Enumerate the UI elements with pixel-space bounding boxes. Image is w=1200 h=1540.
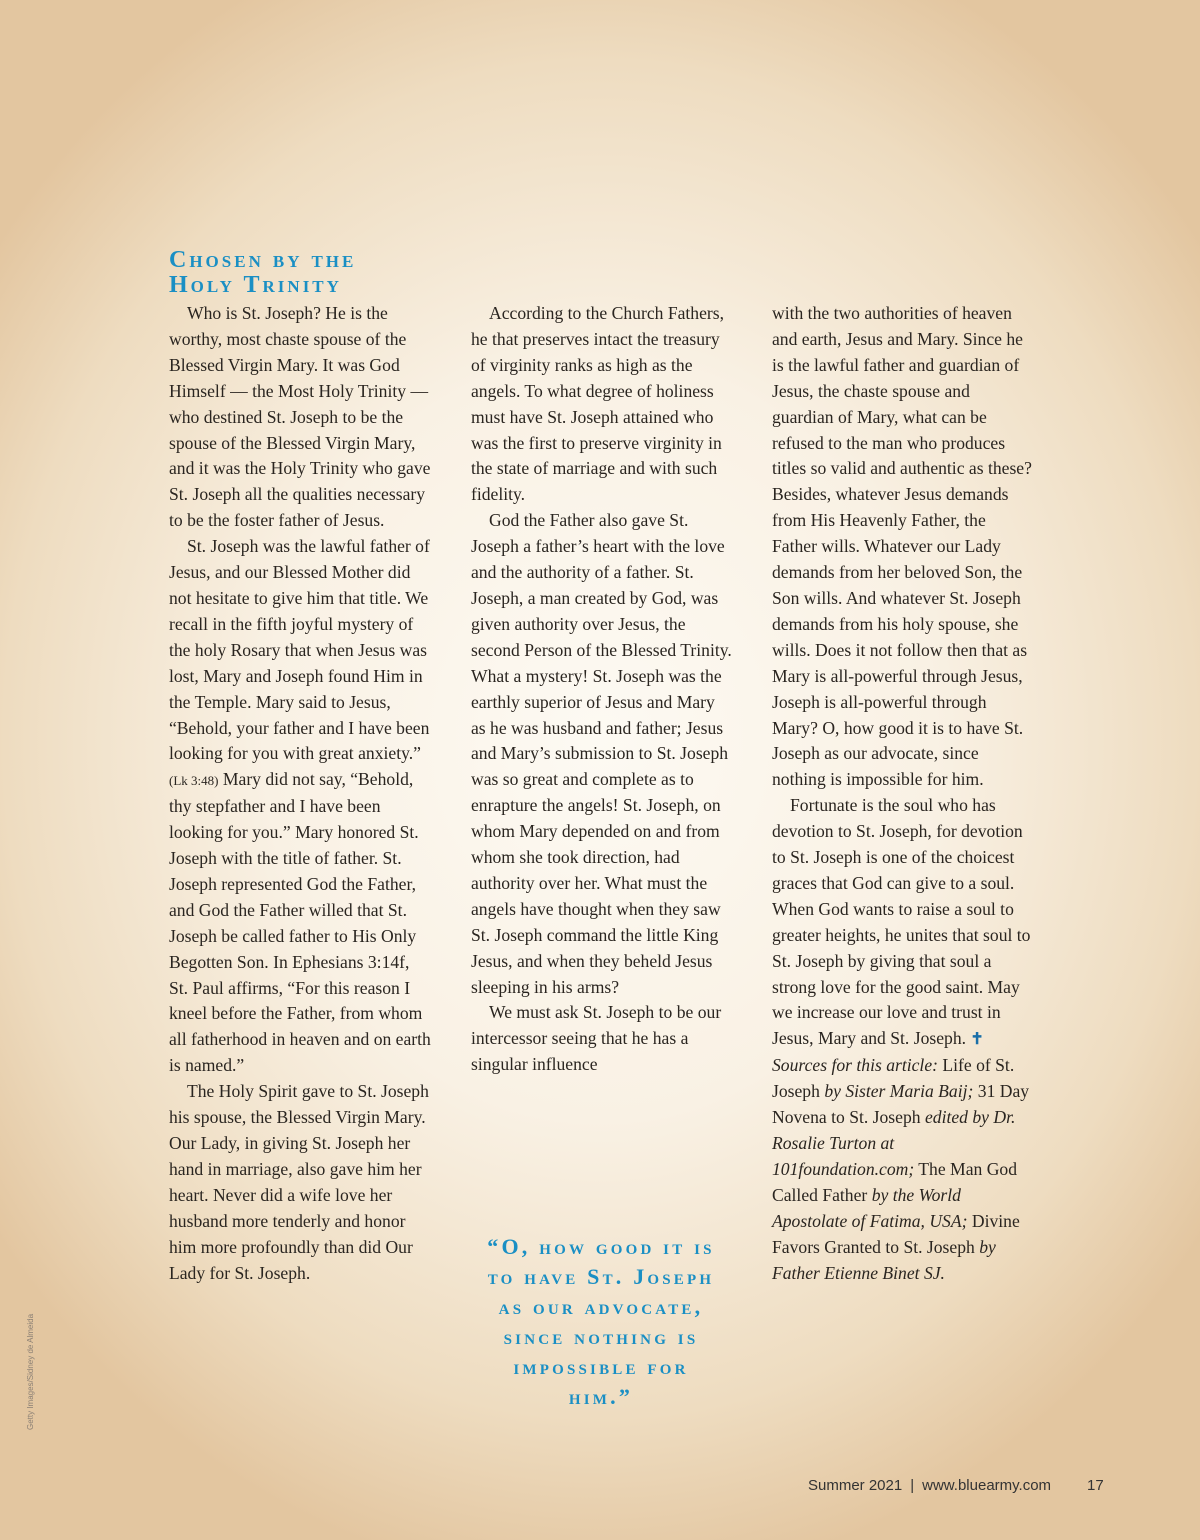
article-column-1 (169, 301, 431, 1286)
page-number: 17 (1087, 1477, 1104, 1494)
paragraph: The Holy Spirit gave to St. Joseph his spouse, the Blessed Virgin Mary. Our Lady, in giving St. Joseph her hand in marriage, also gave him her heart. Never did a wife love her husband more tenderly and honor him more profoundly than did Our Lady for St. Joseph. (169, 1081, 429, 1283)
section-heading: Chosen by the Holy Trinity (169, 247, 357, 298)
citation: (Lk 3:48) (169, 773, 219, 789)
page-footer (808, 1477, 1104, 1494)
cross-icon: ✝ (970, 1031, 984, 1049)
photo-credit: Getty Images/Sidney de Almeida (26, 1313, 35, 1430)
paragraph: We must ask St. Joseph to be our intercessor seeing that he has a singular influence (471, 1002, 722, 1075)
paragraph: God the Father also gave St. Joseph a father’s heart with the love and the authority of a father. St. Joseph, a man created by God, was given authority over Jesus, the second Person of the Blessed Trinity. What a mystery! St. Joseph was the earthly superior of Jesus and Mary as he was husband and father; Jesus and Mary’s submission to St. Joseph was so great and complete as to enrapture the angels! St. Joseph, on whom Mary depended on and from whom she took direction, had authority over her. What must the angels have thought when they saw St. Joseph command the little King Jesus, and when they beheld Jesus sleeping in his arms? (471, 510, 732, 997)
issue-label: Summer 2021 (808, 1477, 903, 1494)
paragraph: St. Joseph was the lawful father of Jesus, and our Blessed Mother did not hesitate to give him that title. We recall in the fifth joyful mystery of the holy Rosary that when Jesus was lost, Mary and Joseph found Him in the Temple. Mary said to Jesus, “Behold, your father and I have been looking for you with great anxiety.” (Lk 3:48) Mary did not say, “Behold, thy stepfather and I have been looking for you.” Mary honored St. Joseph with the title of father. St. Joseph represented God the Father, and God the Father willed that St. Joseph be called father to His Only Begotten Son. In Ephesians 3:14f, St. Paul affirms, “For this reason I kneel before the Father, from whom all fatherhood in heaven and on earth is named.” (169, 536, 431, 1076)
pull-quote: “O, how good it is to have St. Joseph as our advocate, since nothing is impossible for him.” (487, 1234, 715, 1409)
website-link[interactable]: www.bluearmy.com (922, 1477, 1052, 1494)
footer-separator: | (910, 1477, 915, 1494)
sources: Sources for this article: Life of St. Joseph by Sister Maria Baij; 31 Day Novena to St. Joseph edited by Dr. Rosalie Turton at 101foundation.com; The Man God Called Father by the World Apostolate of Fatima, USA; Divine Favors Granted to St. Joseph by Father Etienne Binet SJ. (772, 1055, 1030, 1283)
paragraph: Fortunate is the soul who has devotion to St. Joseph, for devotion to St. Joseph is one of the choicest graces that God can give to a soul. When God wants to raise a soul to greater heights, he unites that soul to St. Joseph by giving that soul a strong love for the good saint. May we increase our love and trust in Jesus, Mary and St. Joseph. ✝ (772, 795, 1031, 1049)
paragraph: with the two authorities of heaven and earth, Jesus and Mary. Since he is the lawful father and guardian of Jesus, the chaste spouse and guardian of Mary, what can be refused to the man who produces titles so valid and authentic as these? Besides, whatever Jesus demands from His Heavenly Father, the Father wills. Whatever our Lady demands from her beloved Son, the Son wills. And whatever St. Joseph demands from his holy spouse, she wills. Does it not follow then that as Mary is all-powerful through Jesus, Joseph is all-powerful through Mary? O, how good it is to have St. Joseph as our advocate, since nothing is impossible for him. (772, 303, 1032, 790)
article-column-3 (772, 301, 1034, 1286)
article-column-2 (471, 301, 733, 1078)
paragraph: According to the Church Fathers, he that preserves intact the treasury of virginity ranks as high as the angels. To what degree of holiness must have St. Joseph attained who was the first to preserve virginity in the state of marriage and with such fidelity. (471, 303, 725, 505)
paragraph: Who is St. Joseph? He is the worthy, most chaste spouse of the Blessed Virgin Mary. It was God Himself — the Most Holy Trinity — who destined St. Joseph to be the spouse of the Blessed Virgin Mary, and it was the Holy Trinity who gave St. Joseph all the qualities necessary to be the foster father of Jesus. (169, 303, 431, 531)
